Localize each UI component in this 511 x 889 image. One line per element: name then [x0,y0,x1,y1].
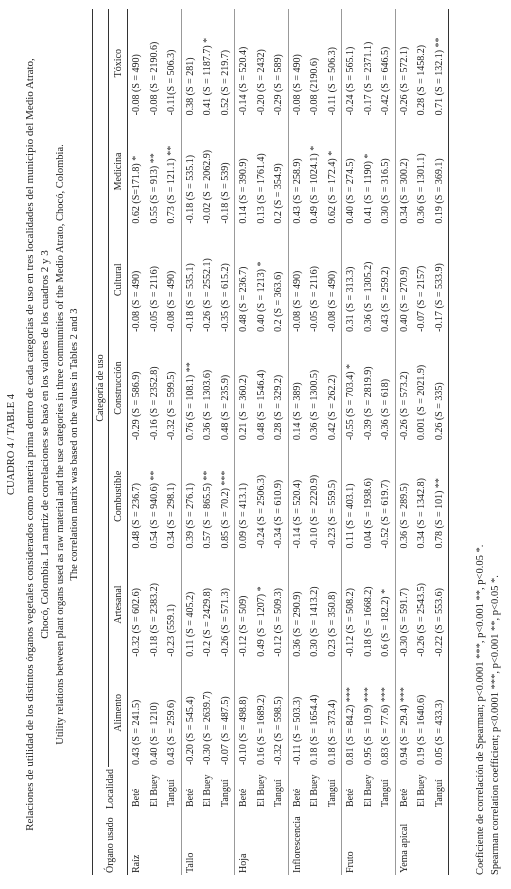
organ-cell: Hoja [235,811,253,875]
table-row [128,9,146,875]
value-cell: 0.41 (S = 1190) * [362,153,374,224]
table-row [377,9,395,875]
value-cell: 0.36 (S = 1301.1) [416,153,428,224]
value-cell: -0.26 (S = 571.3) [219,588,231,657]
organ-cell [163,811,181,875]
value-cell: -0.36 (S = 618) [380,378,392,441]
value-cell: 0.21 (S = 360.2) [235,334,253,442]
value-cell: -0.26 (S = 2543.5) [416,583,428,657]
locality-cell: Tanguí [431,767,449,811]
value-cell: -0.32 (S = 599.5) [166,371,178,441]
organ-cell: Fruto [342,811,360,875]
value-cell: -0.11 (S = 506.3) [326,46,338,116]
organ-cell [413,811,431,875]
value-cell: 0.11 (S = 403.1) [342,442,360,550]
locality-cell: Beté [342,767,360,811]
value-cell: -0.22 (S = 553.6) [431,550,449,658]
value-cell: 0.54 (S = 940.6) ** [148,470,160,549]
value-cell: 0.73 (S = 121.1) ** [166,145,178,224]
value-cell: -0.23 (S = 559.5) [326,479,338,549]
value-cell: -0.26 (S = 2552.1) [202,258,214,332]
table-row [288,9,306,875]
value-cell: 0.34 (S = 300.2) [395,117,413,225]
locality-cell: El Buey [202,774,214,807]
value-cell: -0.08 (S = 490) [288,9,306,117]
value-cell: -0.20 (S = 545.4) [181,659,199,767]
value-cell: 0.48 (S = 236.7) [235,226,253,334]
value-cell: -0.08 (S = 490) [326,270,338,332]
value-cell: -0.42 (S = 646.5) [380,46,392,116]
value-cell: 0.36 (S = 1300.5) [309,369,321,441]
value-cell: -0.2 (S = 2429.8) [202,588,214,657]
value-cell: 0.2 (S = 363.6) [273,271,285,332]
locality-cell: El Buey [255,774,267,807]
value-cell: 0.30 (S = 316.5) [380,158,392,224]
value-cell: 0.36 (S = 289.5) [395,442,413,550]
value-cell: -0.32 (S = 598.5) [273,696,285,765]
value-cell: 0.71 (S = 132.1) ** [431,9,449,117]
locality-cell: Tanguí [219,779,231,807]
value-cell: -0.14 (S = 520.4) [288,442,306,550]
value-cell: 0.48 (S = 236.7) [131,483,143,549]
caption-spanish-line2: Chocó, Colombia. La matriz de correlaciones se basó en los valores de los cuadros 2 y 3 [38,250,51,639]
value-cell: 0.43 (S = 259.2) [380,266,392,332]
locality-cell: Tanguí [380,779,392,807]
value-cell: 0.42 (S = 262.2) [326,374,338,441]
organ-cell [199,811,217,875]
value-cell: -0.35 (S = 615.2) [219,263,231,332]
value-cell: 0.94 (S = 29.4) *** [395,659,413,767]
table-row [199,9,217,875]
value-cell: -0.11 (S = 503.3) [288,659,306,767]
organ-cell: Inflorescencia [288,811,306,875]
value-cell: -0.05 (S = 2116) [309,266,321,332]
value-cell: 0.43 (S = 258.9) [288,117,306,225]
value-cell: -0.08 (S = 490) [131,270,143,332]
locality-cell: El Buey [362,774,374,807]
caption-spanish-line1: Relaciones de utilidad de los distintos órganos vegetales considerados como materia prima dentro de cada categorías de uso en tres localidades del municipio del Medio Atrato, [24,58,36,831]
value-cell: -0.29 (S = 586.9) [131,371,143,441]
table-row [253,9,271,875]
table-row [413,9,431,875]
table-row [181,9,199,875]
organ-cell: Yema apical [395,811,413,875]
table-row [163,9,181,875]
value-cell: 0.62 (S = 172.4) * [326,150,338,224]
value-cell: 0.18 (S = 1654.4) [309,694,321,765]
value-cell: 0.40 (S = 1213) * [255,261,267,332]
value-cell: 0.55 (S = 913) ** [148,153,160,224]
value-cell: 0.48 (S = 1546.4) [255,369,267,441]
value-cell: -0.17 (S = 533.9) [431,226,449,334]
value-cell: 0.40 (S = 1210) [148,702,160,765]
value-cell: -0.34 (S = 610.9) [273,479,285,549]
value-cell: 0.14 (S = 390.9) [235,117,253,225]
value-cell: 0.30 (S = 1413.2) [309,586,321,657]
locality-cell: Beté [288,767,306,811]
value-cell: 0.49 (S = 1024.1) * [309,145,321,224]
table-row [306,9,324,875]
value-cell: 0.81 (S = 84.2) *** [342,659,360,767]
value-cell: 0.52 (S = 219.7) [219,49,231,116]
value-cell: 0.26 (S = 335) [431,334,449,442]
organ-cell [146,811,164,875]
value-cell: -0.12 (S = 508.2) [342,550,360,658]
organ-cell [360,811,378,875]
table-row [360,9,378,875]
value-cell: 0.57 (S = 865.5) ** [202,470,214,549]
value-cell: -0.08 (S = 490) [166,270,178,332]
correlation-table [92,9,449,875]
value-cell: 0.40 (S = 270.9) [395,226,413,334]
value-cell: -0.08 (2190.6) [309,57,321,116]
locality-cell: Tanguí [273,779,285,807]
value-cell: 0.6 (S = 182.2) * [380,588,392,657]
organ-cell [270,811,288,875]
value-cell: 0.48 (S = 235.9) [219,374,231,441]
value-cell: -0.10 (S = 2220.9) [309,474,321,549]
value-cell: -0.20 (S = 2432) [255,49,267,116]
value-cell: 0.09 (S = 413.1) [235,442,253,550]
value-cell: 0.28 (S = 329.2) [273,374,285,441]
value-cell: 0.95 (S = 10.9) *** [362,687,374,765]
value-cell: 0.34 (S = 1342.8) [416,478,428,549]
value-cell: 0.39 (S = 276.1) [181,442,199,550]
value-cell: -0.10 (S = 498.8) [235,659,253,767]
value-cell: -0.30 (S = 2639.7) [202,691,214,765]
value-cell: -0.14 (S = 520.4) [235,9,253,117]
value-cell: 0.36 (S = 290.9) [288,550,306,658]
value-cell: 0.23 (S = 350.8) [326,591,338,657]
locality-cell: Beté [395,767,413,811]
caption-english-line2: The correlation matrix was based on the values in Tables 2 and 3 [68,308,80,581]
value-cell: -0.55 (S = 703.4) * [342,334,360,442]
value-cell: 0.28 (S = 1458.2) [416,44,428,116]
organ-cell [253,811,271,875]
value-cell: -0.23 (559.1) [166,604,178,657]
value-cell: -0.08 (S = 490) [288,226,306,334]
value-cell: -0.52 (S = 619.7) [380,479,392,549]
column-header: Medicina [109,117,128,225]
value-cell: -0.08 (S = 490) [131,54,143,116]
value-cell: -0.32 (S = 602.6) [131,588,143,657]
value-cell: 0.18 (S = 373.4) [326,699,338,765]
header-locality: Localidad [93,767,128,811]
value-cell: 0.18 (S = 1668.2) [362,586,374,657]
value-cell: -0.26 (S = 573.2) [395,334,413,442]
value-cell: 0.2 (S = 354.9) [273,163,285,224]
value-cell: 0.05 (S = 433.3) [431,659,449,767]
value-cell: 0.001 (S = 2021.9) [416,364,428,441]
value-cell: -0.30 (S = 591.7) [395,550,413,658]
value-cell: 0.16 (S = 1689.2) [255,694,267,765]
value-cell: -0.18 (S = 535.1) [181,226,199,334]
value-cell: 0.14 (S = 389) [288,334,306,442]
header-organ: Órgano usado [93,811,128,875]
organ-cell [217,811,235,875]
table-row [217,9,235,875]
table-label: CUADRO 4 / TABLE 4 [6,393,17,496]
locality-cell: Beté [181,767,199,811]
value-cell: 0.19 (S = 369.1) [431,117,449,225]
value-cell: 0.78 (S = 101) ** [431,442,449,550]
locality-cell: Tanguí [326,779,338,807]
value-cell: 0.43 (S = 259.6) [166,699,178,765]
value-cell: 0.13 (S = 1761.4) [255,153,267,224]
value-cell: 0.40 (S = 274.5) [342,117,360,225]
value-cell: 0.19 (S = 1640.6) [416,694,428,765]
value-cell: -0.18 (S = 539) [219,162,231,224]
organ-cell [324,811,342,875]
value-cell: 0.49 (S = 1207) * [255,586,267,657]
column-header: Alimento [109,659,128,767]
value-cell: -0.26 (S = 572.1) [395,9,413,117]
value-cell: -0.16 (S = 2352.8) [148,366,160,441]
value-cell: 0.41 (S = 1187.7) * [202,37,214,116]
value-cell: -0.17 (S = 2371.1) [362,41,374,116]
value-cell: -0.02 (S = 2062.9) [202,149,214,224]
locality-cell: Tanguí [166,779,178,807]
value-cell: 0.83 (S = 77.6) *** [380,687,392,765]
value-cell: -0.07 (S = 2157) [416,265,428,332]
table-row [431,9,449,875]
value-cell: -0.05 (S = 2116) [148,266,160,332]
value-cell: -0.11(S = 506.3) [166,49,178,116]
table-row [270,9,288,875]
value-cell: -0.18 (S = 535.1) [181,117,199,225]
value-cell: 0.43 (S = 241.5) [131,699,143,765]
locality-cell: El Buey [148,774,160,807]
table-row [395,9,413,875]
value-cell: 0.38 (S = 281) [181,9,199,117]
organ-cell: Tallo [181,811,199,875]
column-header: Construcción [109,334,128,442]
value-cell: -0.12 (S = 509) [235,550,253,658]
value-cell: -0.12 (S = 509.3) [273,588,285,657]
value-cell: 0.85 (S = 70.2) *** [219,470,231,549]
value-cell: -0.18 (S = 2383.2) [148,583,160,657]
footnote-english: Spearman correlation coefficient; p<0.0001 ***, p<0.001 **, p<0.05 *. [490,575,501,875]
table-row [324,9,342,875]
table-row [235,9,253,875]
value-cell: 0.11 (S = 405.2) [181,550,199,658]
table-row [342,9,360,875]
value-cell: 0.36 (S = 1305.2) [362,261,374,332]
column-header: Cultural [109,226,128,334]
table-row [146,9,164,875]
value-cell: 0.31 (S = 313.3) [342,226,360,334]
organ-cell [431,811,449,875]
organ-cell: Raíz [131,854,143,873]
value-cell: -0.07 (S = 487.5) [219,696,231,765]
value-cell: 0.34 (S = 298.1) [166,483,178,549]
value-cell: 0.76 (S = 108.1) ** [181,334,199,442]
value-cell: -0.08 (S = 2190.6) [148,41,160,116]
locality-cell: Beté [131,788,143,807]
caption-english-line1: Utility relations between plant organs used as raw material and the use categories in three communities of the Medio Atrato, Chocó, Colombia. [55,144,66,745]
value-cell: 0.36 (S = 1303.6) [202,369,214,441]
locality-cell: Beté [235,767,253,811]
locality-cell: El Buey [416,774,428,807]
organ-cell [306,811,324,875]
locality-cell: El Buey [309,774,321,807]
value-cell: 0.62 (S=171.8) * [131,155,143,224]
organ-cell [377,811,395,875]
header-category: Categoría de uso [93,9,109,767]
value-cell: -0.24 (S = 2506.3) [255,474,267,549]
column-header: Artesanal [109,550,128,658]
value-cell: -0.24 (S = 565.1) [342,9,360,117]
caption-spanish [23,0,52,889]
column-header: Combustible [109,442,128,550]
column-header: Tóxico [109,9,128,117]
footnote-spanish: Coeficiente de correlación de Spearman; p<0.0001 ***, p<0.001 **, p<0.05 *. [475,544,486,875]
caption-english [54,0,81,889]
value-cell: -0.39 (S = 2819.9) [362,366,374,441]
value-cell: -0.29 (S = 589) [273,54,285,116]
value-cell: 0.04 (S = 1938.6) [362,478,374,549]
